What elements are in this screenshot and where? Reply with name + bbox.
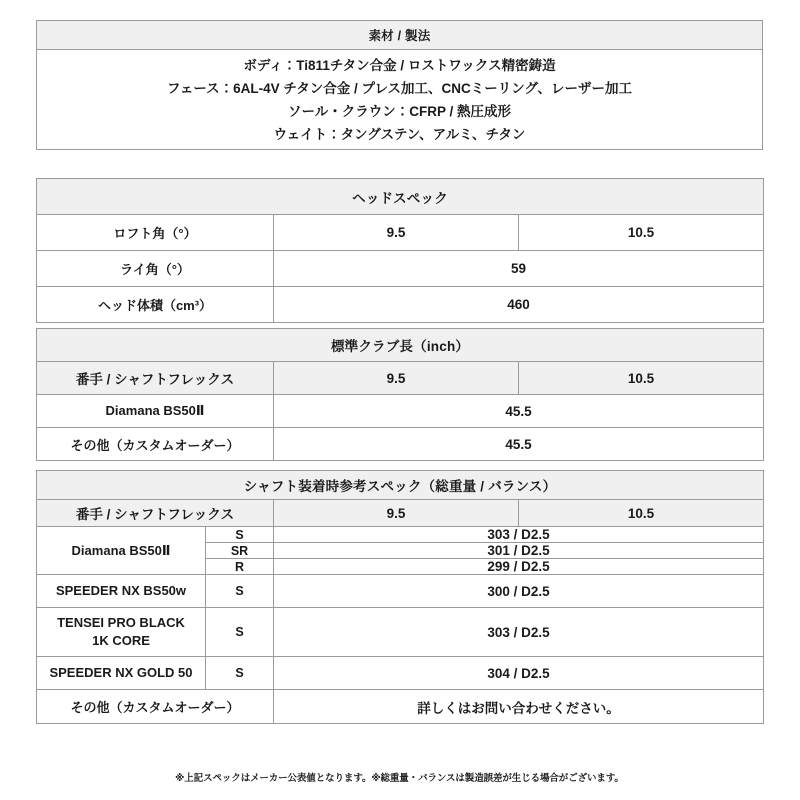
head-spec-row-label-volume: ヘッド体積（cm³） bbox=[37, 287, 274, 323]
shaft-other-value: 詳しくはお問い合わせください。 bbox=[274, 690, 764, 724]
material-line-body: ボディ：Ti811チタン合金 / ロストワックス精密鋳造 bbox=[243, 57, 556, 73]
shaft-flex-diamana-r: R bbox=[206, 559, 274, 575]
shaft-name-line-1: TENSEI PRO BLACK bbox=[57, 615, 185, 630]
table-row bbox=[37, 329, 764, 362]
shaft-name-speeder-nx-gold-50: SPEEDER NX GOLD 50 bbox=[37, 657, 206, 690]
shaft-name-line-2: 1K CORE bbox=[92, 633, 150, 648]
table-row bbox=[37, 362, 764, 395]
table-row bbox=[37, 21, 763, 50]
table-row bbox=[37, 251, 764, 287]
material-line-sole-crown: ソール・クラウン：CFRP / 熱圧成形 bbox=[288, 103, 511, 119]
material-line-weight: ウェイト：タングステン、アルミ、チタン bbox=[273, 126, 526, 142]
table-row bbox=[37, 500, 764, 527]
shaft-value-diamana-sr: 301 / D2.5 bbox=[274, 543, 764, 559]
head-spec-value-volume: 460 bbox=[274, 287, 764, 323]
club-length-row-label-custom: その他（カスタムオーダー） bbox=[37, 428, 274, 461]
shaft-value-diamana-s: 303 / D2.5 bbox=[274, 527, 764, 543]
head-spec-header: ヘッドスペック bbox=[37, 179, 764, 215]
table-row bbox=[37, 657, 764, 690]
table-row bbox=[37, 215, 764, 251]
material-line-face: フェース：6AL-4V チタン合金 / プレス加工、CNCミーリング、レーザー加工 bbox=[167, 80, 632, 96]
table-row bbox=[37, 179, 764, 215]
shaft-spec-header: シャフト装着時参考スペック（総重量 / バランス） bbox=[37, 471, 764, 500]
shaft-other-label: その他（カスタムオーダー） bbox=[37, 690, 274, 724]
shaft-name-diamana: Diamana BS50Ⅱ bbox=[37, 527, 206, 575]
table-row bbox=[37, 471, 764, 500]
shaft-flex-diamana-s: S bbox=[206, 527, 274, 543]
head-spec-row-label-loft: ロフト角（°） bbox=[37, 215, 274, 251]
shaft-flex-speeder-nx-bs50w-s: S bbox=[206, 575, 274, 608]
table-row bbox=[37, 395, 764, 428]
material-table-header: 素材 / 製法 bbox=[37, 21, 763, 50]
shaft-spec-subheader-label: 番手 / シャフトフレックス bbox=[37, 500, 274, 527]
table-row bbox=[37, 608, 764, 657]
club-length-header: 標準クラブ長（inch） bbox=[37, 329, 764, 362]
head-spec-table bbox=[36, 178, 764, 323]
club-length-subheader-10-5: 10.5 bbox=[519, 362, 764, 395]
shaft-spec-subheader-10-5: 10.5 bbox=[519, 500, 764, 527]
shaft-flex-speeder-nx-gold-50-s: S bbox=[206, 657, 274, 690]
club-length-table bbox=[36, 328, 764, 461]
table-row bbox=[37, 428, 764, 461]
shaft-flex-tensei-pro-black-s: S bbox=[206, 608, 274, 657]
shaft-value-tensei-pro-black-s: 303 / D2.5 bbox=[274, 608, 764, 657]
table-row bbox=[37, 690, 764, 724]
head-spec-row-label-lie: ライ角（°） bbox=[37, 251, 274, 287]
shaft-value-speeder-nx-bs50w-s: 300 / D2.5 bbox=[274, 575, 764, 608]
table-row bbox=[37, 527, 764, 543]
club-length-row-label-diamana: Diamana BS50Ⅱ bbox=[37, 395, 274, 428]
shaft-spec-subheader-9-5: 9.5 bbox=[274, 500, 519, 527]
club-length-subheader-9-5: 9.5 bbox=[274, 362, 519, 395]
shaft-name-speeder-nx-bs50w: SPEEDER NX BS50w bbox=[37, 575, 206, 608]
head-spec-value-loft-9-5: 9.5 bbox=[274, 215, 519, 251]
shaft-value-speeder-nx-gold-50-s: 304 / D2.5 bbox=[274, 657, 764, 690]
table-row bbox=[37, 50, 763, 150]
shaft-spec-table bbox=[36, 470, 764, 724]
shaft-value-diamana-r: 299 / D2.5 bbox=[274, 559, 764, 575]
club-length-subheader-label: 番手 / シャフトフレックス bbox=[37, 362, 274, 395]
footnote-text: ※上記スペックはメーカー公表値となります。※総重量・バランスは製造誤差が生じる場合がございます。 bbox=[175, 773, 624, 784]
head-spec-value-loft-10-5: 10.5 bbox=[519, 215, 764, 251]
table-row bbox=[37, 575, 764, 608]
material-table-body bbox=[37, 50, 763, 150]
shaft-flex-diamana-sr: SR bbox=[206, 543, 274, 559]
club-length-value-custom: 45.5 bbox=[274, 428, 764, 461]
shaft-name-tensei-pro-black-1k-core bbox=[37, 608, 206, 657]
material-table bbox=[36, 20, 763, 150]
club-length-value-diamana: 45.5 bbox=[274, 395, 764, 428]
table-row bbox=[37, 287, 764, 323]
head-spec-value-lie: 59 bbox=[274, 251, 764, 287]
